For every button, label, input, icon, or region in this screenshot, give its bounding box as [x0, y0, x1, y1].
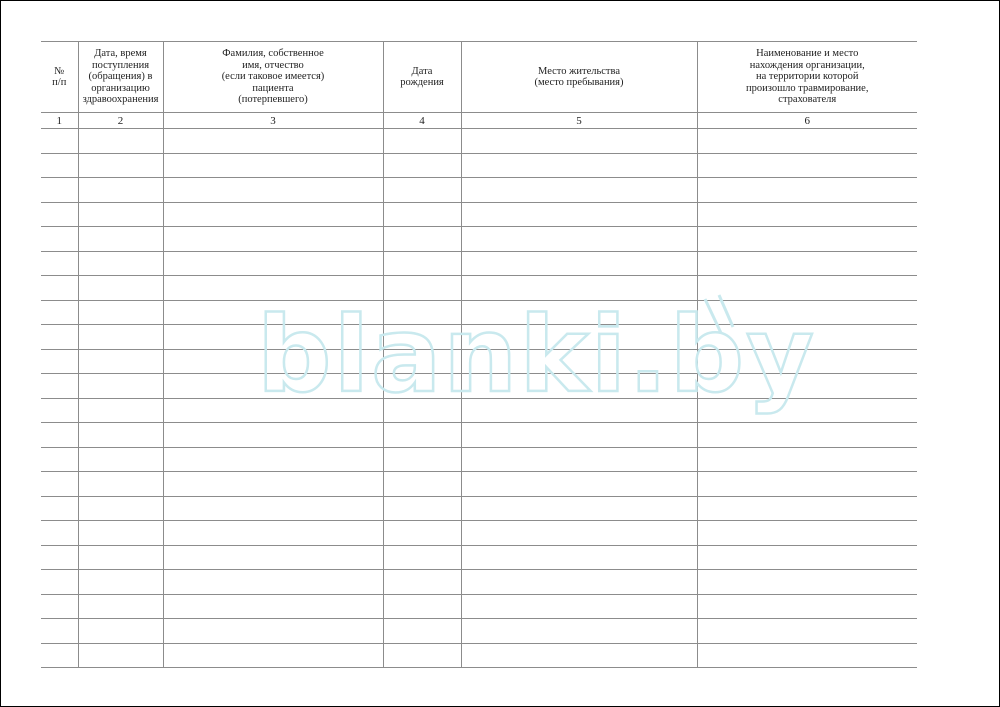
table-cell[interactable] [697, 398, 917, 423]
table-cell[interactable] [41, 153, 78, 178]
table-cell[interactable] [78, 153, 163, 178]
table-row [41, 570, 917, 595]
table-cell[interactable] [78, 325, 163, 350]
table-cell[interactable] [78, 570, 163, 595]
table-cell[interactable] [383, 300, 461, 325]
table-row [41, 521, 917, 546]
table-cell[interactable] [461, 423, 697, 448]
table-row [41, 251, 917, 276]
table-cell[interactable] [78, 251, 163, 276]
table-cell[interactable] [41, 423, 78, 448]
table-cell[interactable] [78, 227, 163, 252]
journal-table [41, 41, 917, 668]
table-cell[interactable] [163, 423, 383, 448]
table-cell[interactable] [163, 276, 383, 301]
table-cell[interactable] [78, 619, 163, 644]
table-cell[interactable] [461, 545, 697, 570]
table-cell[interactable] [163, 153, 383, 178]
table-row [41, 202, 917, 227]
table-cell[interactable] [697, 472, 917, 497]
table-cell[interactable] [78, 374, 163, 399]
table-row [41, 423, 917, 448]
header-birth-date: Дата рождения [383, 42, 461, 113]
table-cell[interactable] [461, 447, 697, 472]
table-cell[interactable] [163, 300, 383, 325]
table-cell[interactable] [163, 349, 383, 374]
table-cell[interactable] [383, 276, 461, 301]
column-number-2: 2 [78, 113, 163, 129]
table-cell[interactable] [383, 619, 461, 644]
table-cell[interactable] [461, 570, 697, 595]
table-cell[interactable] [41, 521, 78, 546]
table-cell[interactable] [461, 398, 697, 423]
watermark-text: blanki.by [257, 294, 816, 416]
header-row [41, 42, 917, 113]
table-cell[interactable] [78, 178, 163, 203]
table-cell[interactable] [383, 178, 461, 203]
table-cell[interactable] [78, 129, 163, 154]
table-cell[interactable] [697, 521, 917, 546]
table-cell[interactable] [163, 251, 383, 276]
column-number-3: 3 [163, 113, 383, 129]
table-row [41, 472, 917, 497]
table-cell[interactable] [163, 545, 383, 570]
table-cell[interactable] [461, 472, 697, 497]
table-cell[interactable] [697, 619, 917, 644]
table-row [41, 447, 917, 472]
table-row [41, 129, 917, 154]
table-cell[interactable] [461, 153, 697, 178]
table-cell[interactable] [697, 251, 917, 276]
table-cell[interactable] [41, 178, 78, 203]
table-cell[interactable] [383, 153, 461, 178]
table-cell[interactable] [383, 521, 461, 546]
column-number-1: 1 [41, 113, 78, 129]
table-cell[interactable] [461, 202, 697, 227]
table-cell[interactable] [697, 496, 917, 521]
table-cell[interactable] [163, 325, 383, 350]
table-cell[interactable] [697, 300, 917, 325]
table-cell[interactable] [163, 398, 383, 423]
table-cell[interactable] [78, 398, 163, 423]
table-row [41, 325, 917, 350]
table-cell[interactable] [41, 300, 78, 325]
table-cell[interactable] [383, 545, 461, 570]
table-cell[interactable] [41, 447, 78, 472]
table-cell[interactable] [461, 325, 697, 350]
table-cell[interactable] [461, 374, 697, 399]
table-cell[interactable] [163, 202, 383, 227]
table-cell[interactable] [41, 202, 78, 227]
table-cell[interactable] [41, 619, 78, 644]
table-cell[interactable] [163, 374, 383, 399]
table-row [41, 349, 917, 374]
header-number: № п/п [41, 42, 78, 113]
table-cell[interactable] [383, 496, 461, 521]
table-cell[interactable] [78, 276, 163, 301]
table-cell[interactable] [383, 202, 461, 227]
table-cell[interactable] [697, 423, 917, 448]
table-cell[interactable] [461, 129, 697, 154]
table-cell[interactable] [697, 178, 917, 203]
table-cell[interactable] [383, 423, 461, 448]
header-organization: Наименование и место нахождения организации, на территории которой произошло травмирование, страхователя [697, 42, 917, 113]
table-cell[interactable] [163, 643, 383, 668]
table-row [41, 374, 917, 399]
table-cell[interactable] [697, 129, 917, 154]
table-cell[interactable] [78, 349, 163, 374]
table-row [41, 153, 917, 178]
table-cell[interactable] [697, 447, 917, 472]
table-cell[interactable] [78, 447, 163, 472]
table-cell[interactable] [461, 643, 697, 668]
table-cell[interactable] [163, 594, 383, 619]
table-cell[interactable] [461, 594, 697, 619]
header-patient-name: Фамилия, собственное имя, отчество (если таковое имеется) пациента (потерпевшего) [163, 42, 383, 113]
table-cell[interactable] [163, 227, 383, 252]
table-cell[interactable] [383, 349, 461, 374]
table-cell[interactable] [41, 643, 78, 668]
table-row [41, 545, 917, 570]
table-cell[interactable] [41, 570, 78, 595]
table-cell[interactable] [78, 594, 163, 619]
table-cell[interactable] [41, 398, 78, 423]
table-row [41, 227, 917, 252]
column-number-5: 5 [461, 113, 697, 129]
table-cell[interactable] [383, 594, 461, 619]
table-cell[interactable] [41, 545, 78, 570]
table-cell[interactable] [461, 276, 697, 301]
table-cell[interactable] [697, 594, 917, 619]
table-cell[interactable] [41, 472, 78, 497]
table-row [41, 594, 917, 619]
table-cell[interactable] [163, 570, 383, 595]
column-number-row [41, 113, 917, 129]
header-residence: Место жительства (место пребывания) [461, 42, 697, 113]
table-cell[interactable] [383, 251, 461, 276]
table-cell[interactable] [461, 521, 697, 546]
table-cell[interactable] [697, 227, 917, 252]
table-cell[interactable] [383, 374, 461, 399]
table-cell[interactable] [78, 472, 163, 497]
table-cell[interactable] [697, 374, 917, 399]
table-cell[interactable] [383, 570, 461, 595]
table-cell[interactable] [163, 619, 383, 644]
table-cell[interactable] [461, 227, 697, 252]
table-cell[interactable] [41, 251, 78, 276]
table-cell[interactable] [697, 349, 917, 374]
table-cell[interactable] [78, 496, 163, 521]
table-cell[interactable] [78, 521, 163, 546]
table-row [41, 496, 917, 521]
column-number-6: 6 [697, 113, 917, 129]
table-cell[interactable] [78, 423, 163, 448]
table-cell[interactable] [163, 472, 383, 497]
table-cell[interactable] [383, 129, 461, 154]
table-cell[interactable] [41, 594, 78, 619]
table-cell[interactable] [41, 349, 78, 374]
table-row [41, 643, 917, 668]
table-row [41, 398, 917, 423]
column-number-4: 4 [383, 113, 461, 129]
table-row [41, 276, 917, 301]
table-cell[interactable] [697, 545, 917, 570]
table-cell[interactable] [697, 153, 917, 178]
table-cell[interactable] [461, 300, 697, 325]
table-cell[interactable] [461, 496, 697, 521]
header-admission-datetime: Дата, время поступления (обращения) в организацию здравоохранения [78, 42, 163, 113]
table-cell[interactable] [383, 643, 461, 668]
table-cell[interactable] [78, 545, 163, 570]
table-cell[interactable] [163, 496, 383, 521]
table-cell[interactable] [383, 227, 461, 252]
table-cell[interactable] [41, 129, 78, 154]
table-cell[interactable] [41, 374, 78, 399]
table-cell[interactable] [697, 202, 917, 227]
table-cell[interactable] [697, 570, 917, 595]
table-cell[interactable] [697, 325, 917, 350]
table-cell[interactable] [461, 349, 697, 374]
table-cell[interactable] [383, 398, 461, 423]
table-cell[interactable] [41, 276, 78, 301]
table-cell[interactable] [163, 178, 383, 203]
table-cell[interactable] [163, 447, 383, 472]
table-cell[interactable] [383, 472, 461, 497]
table-cell[interactable] [78, 643, 163, 668]
table-row [41, 619, 917, 644]
table-cell[interactable] [461, 251, 697, 276]
table-cell[interactable] [78, 300, 163, 325]
table-row [41, 178, 917, 203]
table-cell[interactable] [383, 325, 461, 350]
table-cell[interactable] [41, 325, 78, 350]
table-cell[interactable] [163, 521, 383, 546]
table-cell[interactable] [41, 496, 78, 521]
table-cell[interactable] [697, 643, 917, 668]
table-cell[interactable] [383, 447, 461, 472]
table-cell[interactable] [461, 619, 697, 644]
table-cell[interactable] [461, 178, 697, 203]
table-cell[interactable] [78, 202, 163, 227]
table-cell[interactable] [697, 276, 917, 301]
table-cell[interactable] [163, 129, 383, 154]
table-row [41, 300, 917, 325]
table-cell[interactable] [41, 227, 78, 252]
